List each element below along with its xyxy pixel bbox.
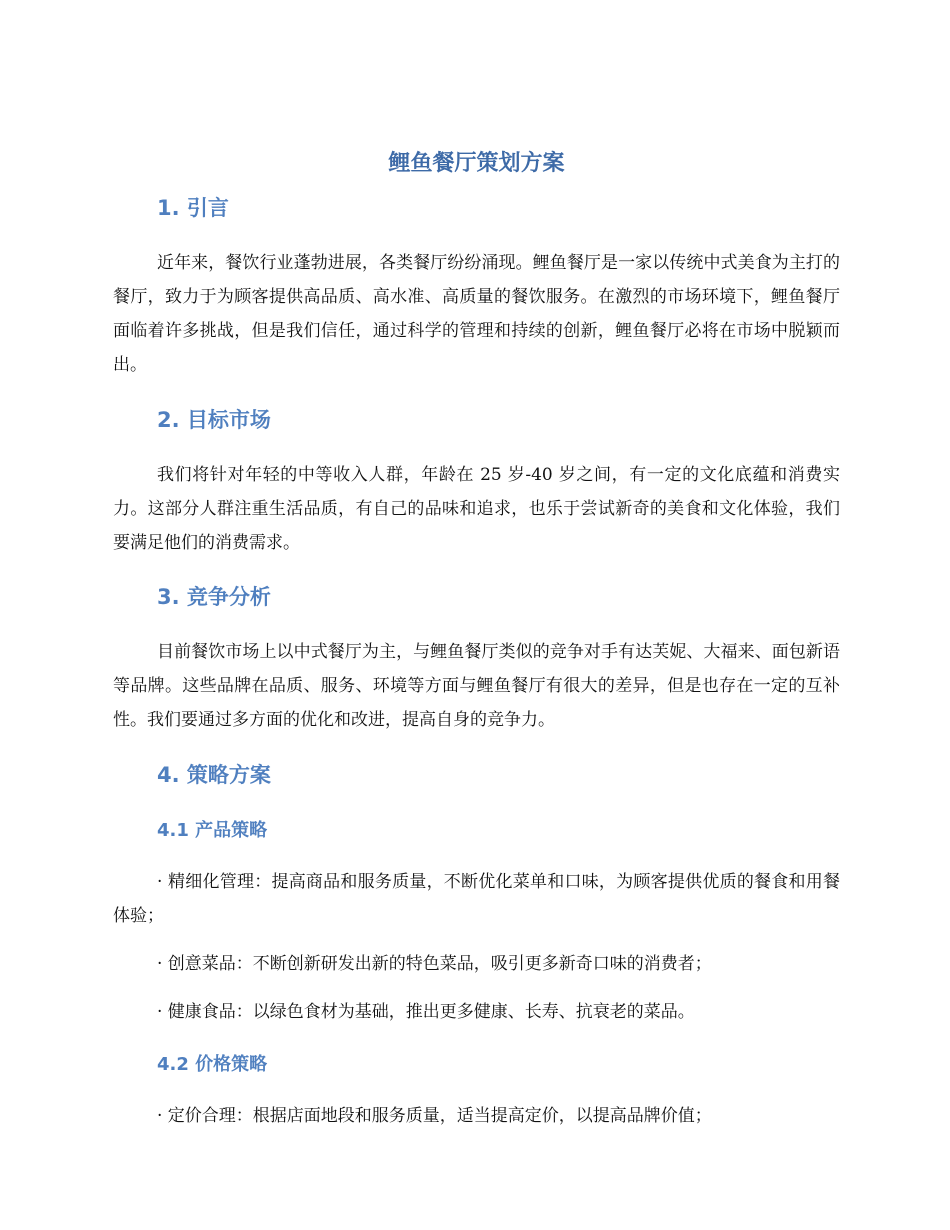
list-item: · 创意菜品：不断创新研发出新的特色菜品，吸引更多新奇口味的消费者； (157, 954, 712, 974)
paragraph-competition: 目前餐饮市场上以中式餐厅为主，与鲤鱼餐厅类似的竞争对手有达芙妮、大福来、面包新语等品牌。这些品牌在品质、服务、环境等方面与鲤鱼餐厅有很大的差异，但是也存在一定的互补性。我们要通过多方面的优化和改进，提高自身的竞争力。 (113, 642, 840, 730)
heading-product-strategy: 4.1 产品策略 (157, 820, 268, 841)
heading-competition: 3. 竞争分析 (157, 585, 271, 609)
subsection-product-strategy (113, 819, 840, 1029)
section-competition (113, 583, 840, 737)
heading-strategy: 4. 策略方案 (157, 763, 271, 787)
list-item: · 健康食品：以绿色食材为基础，推出更多健康、长寿、抗衰老的菜品。 (157, 1002, 695, 1022)
document-content (113, 140, 840, 1133)
list-item: · 精细化管理：提高商品和服务质量，不断优化菜单和口味，为顾客提供优质的餐食和用餐体验； (113, 872, 840, 926)
heading-target-market: 2. 目标市场 (157, 408, 271, 432)
section-strategy (113, 761, 840, 1133)
heading-intro: 1. 引言 (157, 196, 229, 220)
document-title: 鲤鱼餐厅策划方案 (388, 151, 565, 176)
subsection-price-strategy (113, 1053, 840, 1133)
heading-price-strategy: 4.2 价格策略 (157, 1054, 268, 1075)
section-target-market (113, 406, 840, 560)
section-intro (113, 194, 840, 382)
paragraph-target-market: 我们将针对年轻的中等收入人群，年龄在 25 岁-40 岁之间，有一定的文化底蕴和消费实力。这部分人群注重生活品质，有自己的品味和追求，也乐于尝试新奇的美食和文化体验，我们要满足他们的消费需求。 (113, 465, 840, 553)
paragraph-intro: 近年来，餐饮行业蓬勃进展，各类餐厅纷纷涌现。鲤鱼餐厅是一家以传统中式美食为主打的餐厅，致力于为顾客提供高品质、高水准、高质量的餐饮服务。在激烈的市场环境下，鲤鱼餐厅面临着许多挑战，但是我们信任，通过科学的管理和持续的创新，鲤鱼餐厅必将在市场中脱颖而出。 (113, 253, 840, 375)
list-item: · 定价合理：根据店面地段和服务质量，适当提高定价，以提高品牌价值； (157, 1106, 712, 1126)
